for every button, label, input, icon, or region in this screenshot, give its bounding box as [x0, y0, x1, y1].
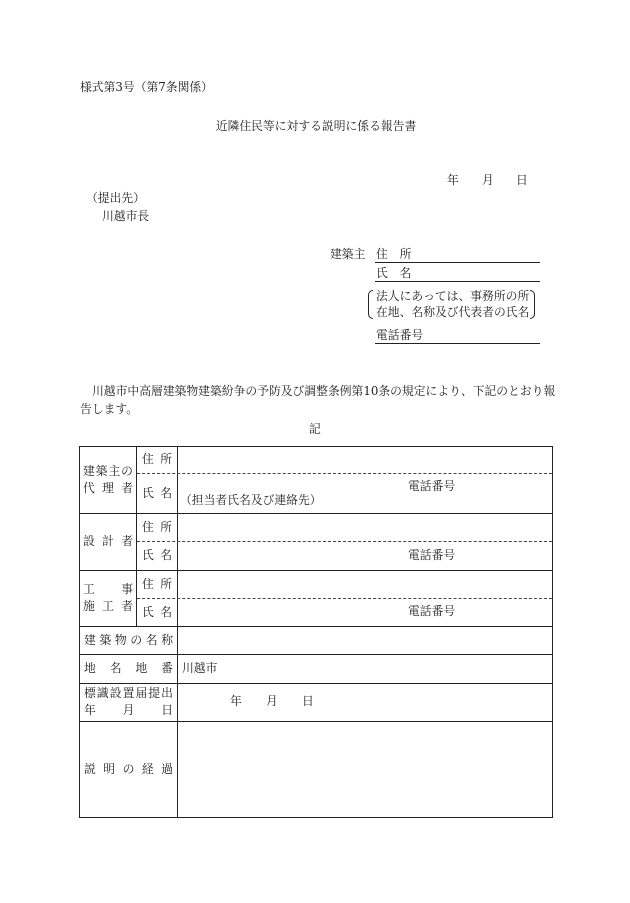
label-char: 主 — [108, 463, 121, 478]
designer-address-value[interactable] — [178, 514, 552, 541]
document-title: 近隣住民等に対する説明に係る報告書 — [215, 119, 417, 133]
label-char: 地 — [84, 661, 96, 676]
date-year-label: 年 — [447, 173, 459, 187]
label-char: 過 — [161, 761, 173, 776]
label-char: 提 — [148, 686, 161, 701]
label-char: 氏 — [142, 604, 154, 619]
label-char: 者 — [121, 480, 133, 495]
sign-date-year-label: 年 — [230, 694, 242, 708]
applicant-phone-label: 電話番号 — [376, 328, 424, 342]
label-char: 名 — [109, 661, 122, 676]
agent-address-label-text — [142, 454, 172, 466]
label-char: の — [122, 761, 135, 776]
label-char: 置 — [122, 686, 135, 701]
label-char: 出 — [161, 686, 173, 701]
label-char: の — [121, 463, 133, 478]
designer-address-label — [137, 514, 178, 541]
sign-date-month-label: 月 — [266, 694, 278, 708]
building-name-value[interactable] — [178, 627, 552, 654]
sign-notice-date-label-line1 — [84, 688, 173, 700]
agent-address-label — [137, 447, 178, 473]
corporate-note-line1: 法人にあっては、事務所の所 — [376, 289, 530, 303]
label-char: 説 — [84, 761, 96, 776]
label-char: 所 — [160, 519, 172, 534]
designer-address-label-text — [142, 519, 172, 534]
applicant-address-label: 住 所 — [376, 247, 412, 261]
contractor-address-label-text — [142, 576, 172, 591]
recipient-label: （提出先） — [86, 191, 145, 205]
label-char: 代 — [83, 480, 95, 495]
label-char: 名 — [160, 485, 172, 500]
sign-notice-date-row — [80, 683, 552, 721]
designer-section — [80, 513, 552, 570]
contractor-address-row — [137, 571, 552, 599]
designer-heading — [80, 514, 137, 570]
ki-heading: 記 — [309, 422, 321, 436]
agent-phone-label: 電話番号 — [408, 479, 456, 493]
label-char: 工 — [83, 582, 95, 597]
contractor-heading — [80, 571, 137, 626]
label-char: 設 — [83, 534, 95, 549]
label-char: 者 — [121, 599, 133, 613]
contractor-heading-line1 — [83, 584, 133, 596]
lot-number-row — [80, 654, 552, 683]
applicant-role: 建築主 — [330, 247, 366, 261]
label-char: 物 — [114, 632, 127, 647]
contractor-name-label-text — [142, 604, 172, 619]
explanation-row — [80, 721, 552, 817]
contractor-name-row — [137, 599, 552, 626]
left-bracket — [368, 290, 373, 319]
label-char: 月 — [122, 703, 135, 717]
designer-name-label-text — [142, 550, 172, 562]
label-char: 住 — [142, 519, 154, 534]
building-name-label — [80, 627, 178, 654]
label-char: 称 — [161, 632, 173, 647]
corporate-note-line2: 在地、名称及び代表者の氏名 — [376, 305, 530, 319]
label-char: 施 — [83, 599, 95, 613]
sign-notice-date-label-line2 — [84, 705, 173, 717]
label-char: の — [130, 632, 143, 647]
label-char: 工 — [102, 599, 114, 613]
date-month-label: 月 — [482, 173, 494, 187]
label-char: 氏 — [142, 485, 154, 500]
explanation-value[interactable] — [178, 722, 552, 817]
agent-heading-line2 — [83, 480, 133, 495]
recipient-name: 川越市長 — [102, 209, 150, 223]
agent-section — [80, 447, 552, 513]
label-char: 事 — [121, 582, 133, 597]
building-name-row — [80, 626, 552, 654]
label-char: 日 — [161, 703, 173, 717]
label-char: 築 — [99, 632, 112, 647]
statement-line2: 告します。 — [80, 402, 139, 416]
label-char: 設 — [109, 686, 122, 701]
label-char: 届 — [135, 686, 148, 701]
designer-phone-label: 電話番号 — [408, 548, 456, 562]
agent-heading-line1 — [83, 463, 133, 478]
label-char: 所 — [160, 452, 172, 467]
contractor-section — [80, 570, 552, 626]
designer-heading-text — [83, 536, 133, 548]
label-char: 者 — [121, 534, 133, 549]
explanation-label-text — [84, 761, 173, 776]
report-table — [79, 446, 553, 818]
applicant-phone-field[interactable] — [375, 330, 540, 344]
label-char: 住 — [142, 576, 154, 591]
contractor-name-value[interactable] — [178, 599, 552, 626]
label-char: 明 — [103, 761, 116, 776]
sign-date-day-label: 日 — [302, 694, 314, 708]
label-char: 標 — [84, 686, 96, 701]
label-char: 所 — [160, 576, 172, 591]
agent-address-value[interactable] — [178, 447, 552, 473]
label-char: 識 — [96, 686, 109, 701]
label-char: 年 — [84, 703, 96, 717]
lot-number-city: 川越市 — [182, 661, 218, 675]
label-char: 番 — [161, 661, 173, 676]
explanation-label — [80, 722, 178, 817]
agent-name-label-text — [142, 485, 172, 500]
form-number: 様式第3号（第7条関係） — [80, 80, 213, 94]
designer-name-row — [137, 542, 552, 570]
label-char: 理 — [102, 480, 114, 495]
statement-line1: 川越市中高層建築物建築紛争の予防及び調整条例第10条の規定により、下記のとおり報 — [92, 384, 556, 398]
designer-name-value[interactable] — [178, 542, 552, 570]
label-char: 地 — [135, 661, 148, 676]
designer-name-label — [137, 542, 178, 570]
sign-notice-date-label — [80, 684, 178, 721]
designer-address-row — [137, 514, 552, 542]
applicant-name-field[interactable] — [375, 268, 540, 282]
applicant-address-field[interactable] — [375, 249, 540, 263]
applicant-name-label: 氏 名 — [376, 266, 412, 280]
contractor-address-value[interactable] — [178, 571, 552, 598]
contractor-address-label — [137, 571, 178, 598]
label-char: 経 — [141, 761, 154, 776]
agent-contact-note: （担当者氏名及び連絡先） — [180, 493, 322, 507]
lot-number-label-text — [84, 663, 173, 675]
contractor-name-label — [137, 599, 178, 626]
contractor-heading-line2 — [83, 601, 133, 613]
label-char: 住 — [142, 452, 154, 467]
sign-notice-date-value[interactable] — [178, 684, 552, 721]
label-char: 名 — [145, 632, 158, 647]
label-char: 名 — [160, 548, 172, 563]
agent-name-label — [137, 474, 178, 513]
date-day-label: 日 — [516, 173, 528, 187]
label-char: 計 — [102, 534, 114, 549]
agent-name-row — [137, 474, 552, 513]
agent-address-row — [137, 447, 552, 474]
lot-number-value[interactable] — [178, 655, 552, 683]
label-char: 氏 — [142, 548, 154, 563]
agent-heading — [80, 447, 137, 513]
label-char: 名 — [160, 604, 172, 619]
lot-number-label — [80, 655, 178, 683]
right-bracket — [530, 290, 535, 319]
label-char: 建 — [83, 463, 95, 478]
label-char: 築 — [95, 463, 108, 478]
contractor-phone-label: 電話番号 — [408, 604, 456, 618]
label-char: 建 — [84, 632, 96, 647]
agent-name-value[interactable] — [178, 474, 552, 513]
building-name-label-text — [84, 632, 173, 647]
